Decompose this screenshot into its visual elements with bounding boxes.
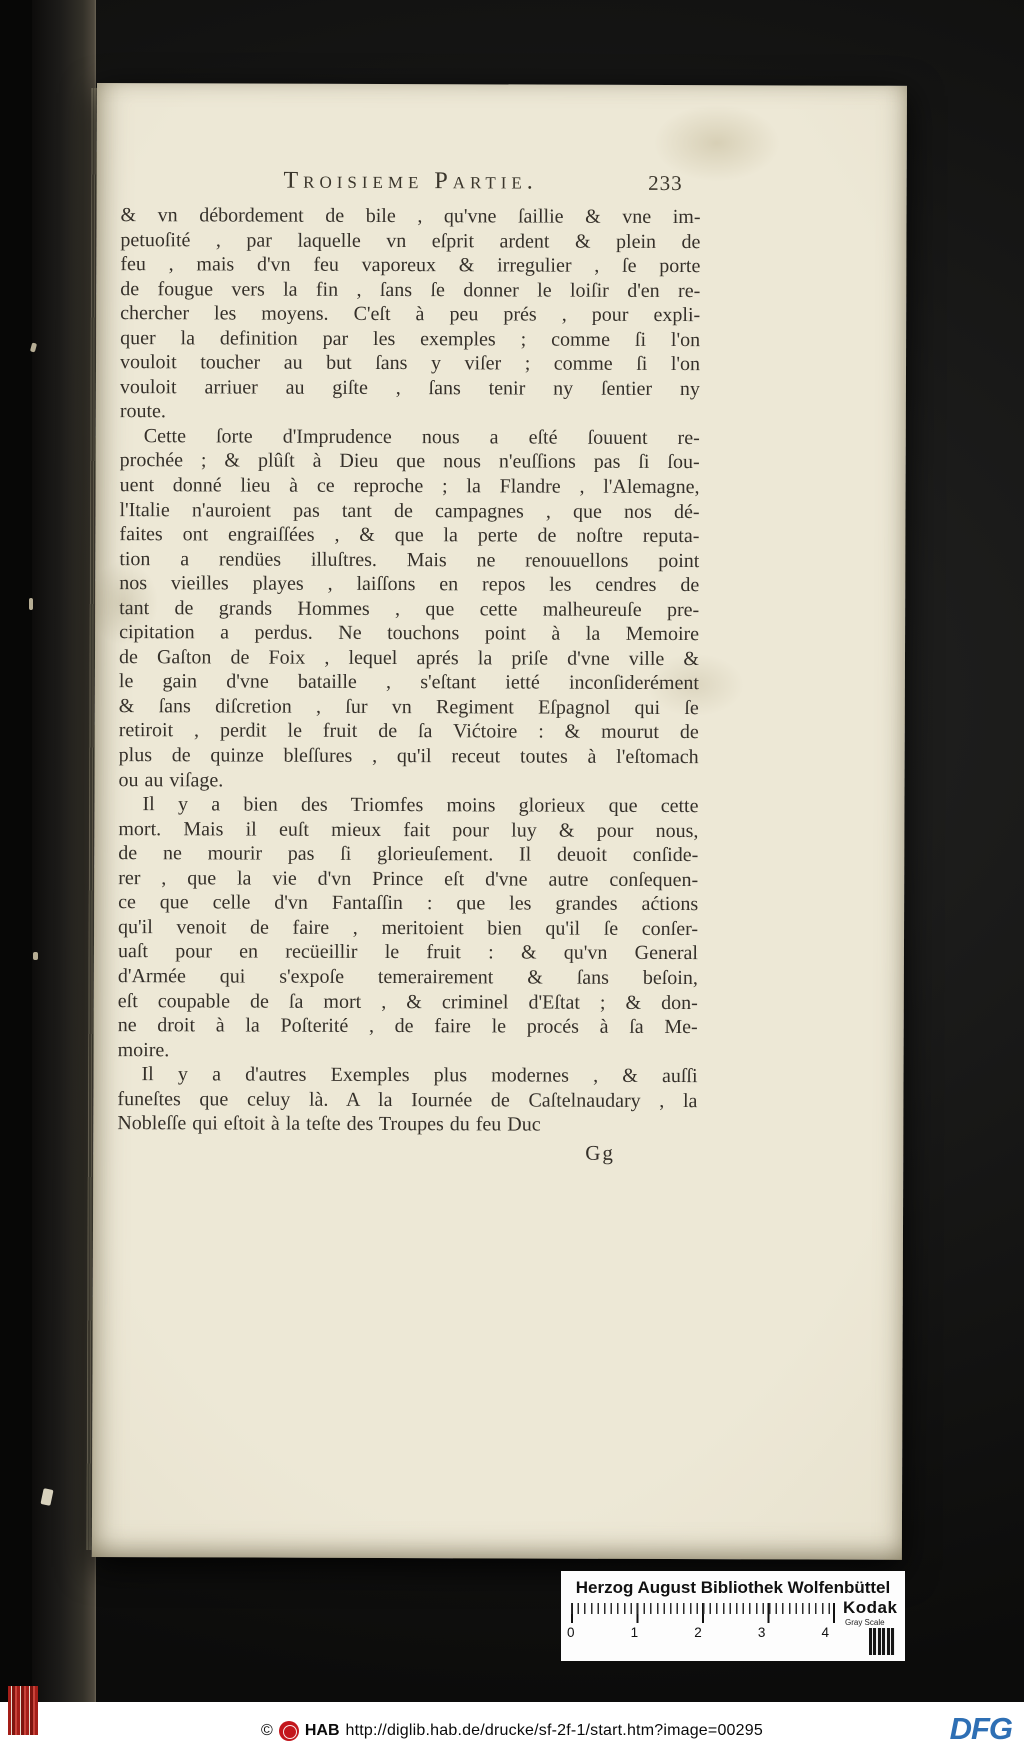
institution-abbrev: HAB <box>304 1721 340 1739</box>
attribution-line <box>261 1721 763 1741</box>
text-line: ce que celle d'vn Fantaſſin : que les grandes aćtions <box>118 891 699 916</box>
text-line: quer la definition par les exemples ; comme ſi l'on <box>120 326 701 351</box>
text-line: Il y a bien des Triomfes moins glorieux que cette <box>142 793 699 818</box>
scan-url: http://diglib.hab.de/drucke/sf-2f-1/start.htm?image=00295 <box>345 1721 763 1739</box>
text-line: funeſtes que celuy là. A la Iournée de Caſtelnaudary , la <box>117 1087 698 1112</box>
text-line: ou au viſage. <box>118 768 224 792</box>
text-line: prochée ; & plûſt à Dieu que nous n'euſſions pas ſi ſou- <box>119 449 700 474</box>
scale-number: 3 <box>757 1625 766 1640</box>
text-line: tion a rendües illuſtres. Mais ne renouuellons point <box>119 547 700 572</box>
dfg-logo: DFG <box>949 1711 1012 1746</box>
gray-scale-ruler <box>571 1603 835 1623</box>
scale-number: 1 <box>630 1625 639 1640</box>
text-line: uent donné lieu à ce reproche ; la Flandre , l'Alemagne, <box>119 474 700 499</box>
paper-speck <box>33 952 38 960</box>
text-line: vouloit arriuer au giſte , ſans tenir ny ſentier ny <box>119 375 700 400</box>
text-line: moire. <box>117 1038 170 1061</box>
text-line: uaſt pour en recüeillir le fruit : & qu'vn General <box>117 940 699 965</box>
text-line: qu'il venoit de faire , meritoient bien qu'il ſe conſer- <box>118 915 699 940</box>
text-line: de Gaſton de Foix , lequel aprés la priſe d'vne ville & <box>118 645 700 670</box>
text-line: retiroit , perdit le fruit de ſa Vićtoire : & mourut de <box>118 719 699 744</box>
library-label <box>561 1571 905 1661</box>
text-line: Cette ſorte d'Imprudence nous a eſté ſouuent re- <box>143 425 700 450</box>
page-number: 233 <box>648 170 683 196</box>
text-line: route. <box>119 400 166 423</box>
text-line: faites ont engraiſſées , & que la perte de noſtre reputa- <box>119 523 700 548</box>
page-text <box>117 203 700 1138</box>
text-line: feu , mais d'vn feu vaporeux & irregulier , ſe porte <box>120 253 701 278</box>
text-line: tant de grands Hommes , que cette malheureuſe pre- <box>119 596 700 621</box>
text-line: de fougue vers la fin , ſans ſe donner le loiſir d'en re- <box>120 277 701 302</box>
scale-number: 0 <box>567 1625 575 1640</box>
text-line: & vn débordement de bile , qu'vne ſaillie & vne im- <box>120 204 701 229</box>
text-line: chercher les moyens. C'eſt à peu prés , pour expli- <box>120 302 701 327</box>
text-line: vouloit toucher au but ſans y viſer ; comme ſi l'on <box>119 351 701 376</box>
kodak-brand: Kodak <box>843 1598 898 1617</box>
color-calibration-strip <box>8 1686 38 1735</box>
text-line: cipitation a perdus. Ne touchons point à la Memoire <box>119 621 700 646</box>
gray-scale-numbers <box>567 1625 829 1640</box>
text-line: plus de quinze bleſſures , qu'il receut toutes à l'eſtomach <box>118 744 699 769</box>
page-heading <box>121 167 701 205</box>
barcode-icon <box>869 1628 895 1655</box>
footer-bar <box>0 1702 1024 1759</box>
page-text-block <box>117 167 700 1166</box>
text-line: & ſans diſcretion , ſur vn Regiment Eſpagnol qui ſe <box>118 695 699 720</box>
text-line: d'Armée qui s'expoſe temerairement & ſans beſoin, <box>117 965 698 990</box>
library-label-title: Herzog August Bibliothek Wolfenbüttel <box>575 1578 891 1597</box>
text-line: Nobleſſe qui eſtoit à la teſte des Troupes du feu Duc <box>117 1112 541 1136</box>
section-title: Troisieme Partie. <box>283 167 538 195</box>
text-line: l'Italie n'auroient pas tant de campagnes , que nos dé- <box>119 498 700 523</box>
scale-number: 4 <box>821 1625 829 1640</box>
text-line: petuoſité , par laquelle vn eſprit ardent & plein de <box>120 228 701 253</box>
scanned-page <box>92 83 907 1560</box>
copyright-symbol: © <box>261 1721 273 1739</box>
text-line: nos vieilles playes , laiſſons en repos les cendres de <box>119 572 700 597</box>
text-line: eſt coupable de ſa mort , & criminel d'Eſtat ; & don- <box>117 989 698 1014</box>
text-line: Il y a d'autres Exemples plus modernes , & auſſi <box>141 1063 698 1088</box>
text-line: de ne mourir pas ſi glorieuſement. Il deuoit conſide- <box>118 842 699 867</box>
kodak-gray-scale-label: Gray Scale <box>845 1618 885 1627</box>
signature-mark: Gg <box>585 1140 615 1165</box>
text-line: le gain d'vne bataille , s'eſtant ietté inconſiderément <box>118 670 699 695</box>
scan-background-edge <box>0 0 32 1759</box>
text-line: ne droit à la Poſterité , de faire le procés à ſa Me- <box>117 1014 698 1039</box>
scale-number: 2 <box>694 1625 702 1640</box>
hab-logo-icon <box>279 1721 299 1741</box>
paper-speck <box>29 598 33 610</box>
text-line: mort. Mais il euſt mieux fait pour luy & pour nous, <box>118 817 699 842</box>
text-line: rer , que la vie d'vn Prince eſt d'vne autre conſequen- <box>118 866 699 891</box>
